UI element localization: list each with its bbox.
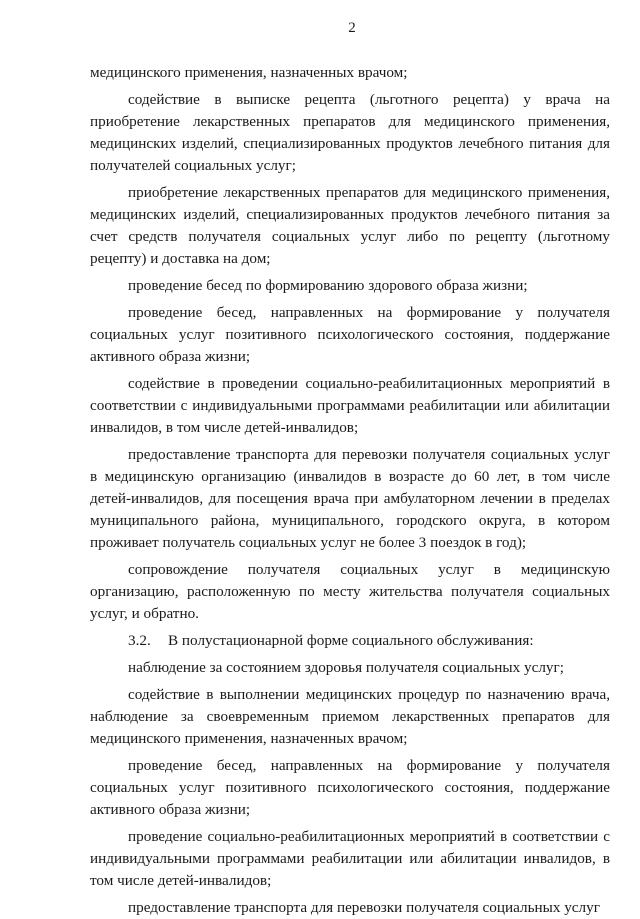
paragraph: проведение социально-реабилитационных мероприятий в соответствии с индивидуальными программами реабилитации или абилитации инвалидов, в том числе детей-инвалидов; bbox=[90, 828, 610, 889]
section-title: В полустационарной форме социального обслуживания: bbox=[168, 632, 534, 649]
paragraph: проведение бесед, направленных на формирование у получателя социальных услуг позитивного психологического состояния, поддержание активного образа жизни; bbox=[90, 304, 610, 365]
document-body bbox=[90, 62, 610, 919]
section-heading bbox=[90, 630, 610, 652]
paragraph: наблюдение за состоянием здоровья получателя социальных услуг; bbox=[128, 659, 564, 676]
paragraph: содействие в выполнении медицинских процедур по назначению врача, наблюдение за своевременным приемом лекарственных препаратов для медицинского применения, назначенных врачом; bbox=[90, 686, 610, 747]
section-number: 3.2. bbox=[128, 632, 151, 649]
paragraph: содействие в выписке рецепта (льготного рецепта) у врача на приобретение лекарственных препаратов для медицинского применения, медицинских изделий, специализированных продуктов лечебного питания для получателей социальных услуг; bbox=[90, 91, 610, 174]
paragraph: медицинского применения, назначенных врачом; bbox=[90, 64, 408, 81]
paragraph: проведение бесед по формированию здорового образа жизни; bbox=[128, 277, 528, 294]
page-number: 2 bbox=[348, 20, 356, 36]
paragraph: сопровождение получателя социальных услуг в медицинскую организацию, расположенную по месту жительства получателя социальных услуг, и обратно. bbox=[90, 561, 610, 622]
paragraph: проведение бесед, направленных на формирование у получателя социальных услуг позитивного психологического состояния, поддержание активного образа жизни; bbox=[90, 757, 610, 818]
paragraph: предоставление транспорта для перевозки получателя социальных услуг в медицинскую организацию (инвалидов в возрасте до 60 лет, в том числе детей-инвалидов, для посещения врача при амбулаторном лечении в пределах муниципального района, муниципального, городского округа, в котором проживает получатель социальных услуг не более 3 поездок в год); bbox=[90, 446, 610, 551]
paragraph: предоставление транспорта для перевозки получателя социальных услуг bbox=[128, 899, 600, 916]
paragraph: содействие в проведении социально-реабилитационных мероприятий в соответствии с индивидуальными программами реабилитации или абилитации инвалидов, в том числе детей-инвалидов; bbox=[90, 375, 610, 436]
paragraph: приобретение лекарственных препаратов для медицинского применения, медицинских изделий, специализированных продуктов лечебного питания за счет средств получателя социальных услуг либо по рецепту (льготному рецепту) и доставка на дом; bbox=[90, 184, 610, 267]
